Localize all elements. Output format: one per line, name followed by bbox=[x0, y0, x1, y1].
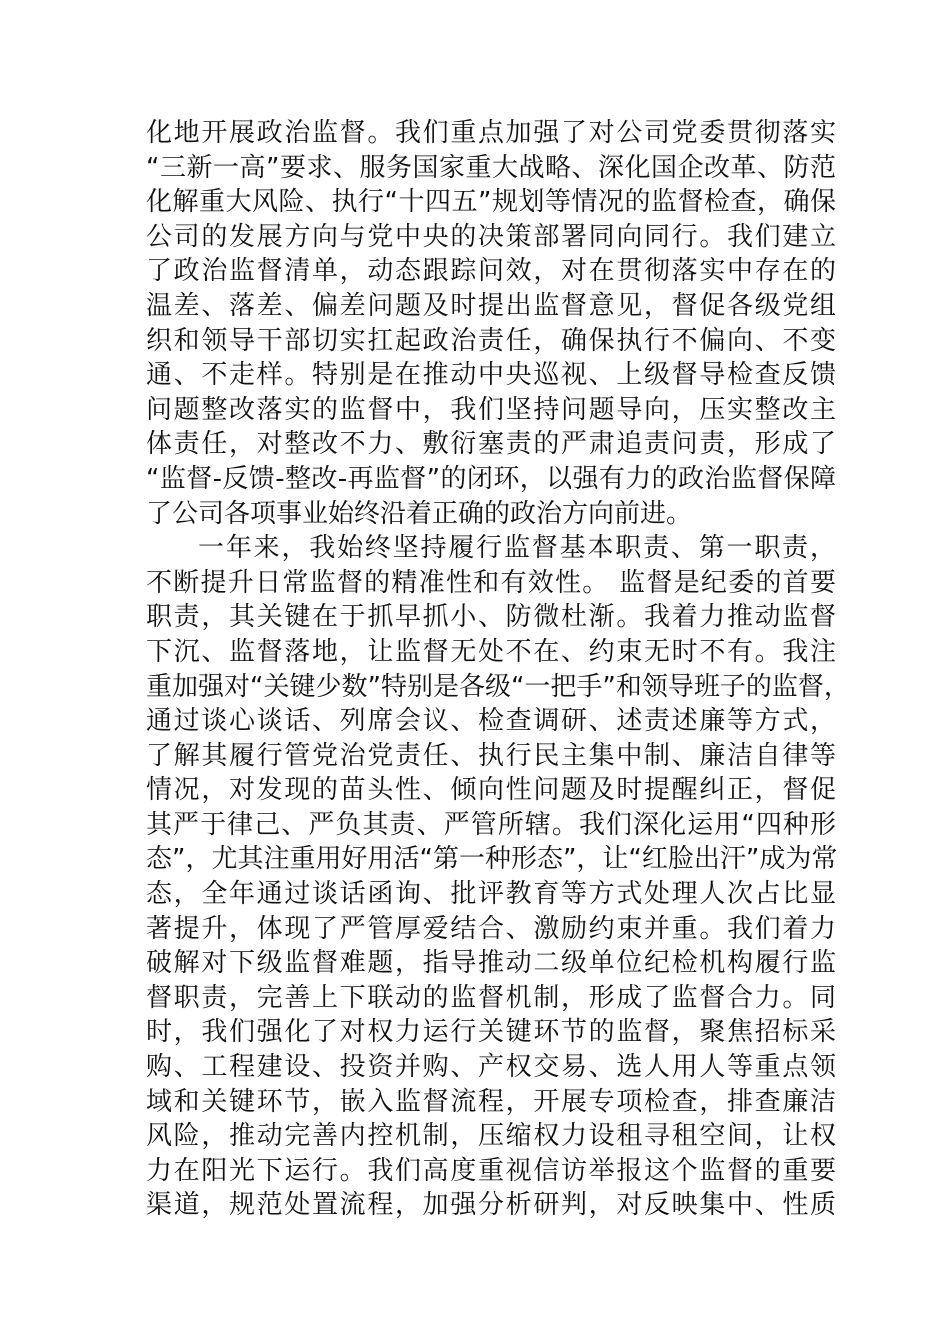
text-line: 体责任，对整改不力、敷衍塞责的严肃追责问责，形成了 bbox=[146, 429, 836, 460]
text-line: 了解其履行管党治党责任、执行民主集中制、廉洁自律等 bbox=[146, 740, 836, 771]
text-line: 化解重大风险、执行“十四五”规划等情况的监督检查，确保 bbox=[146, 187, 836, 218]
text-line: 下沉、监督落地，让监督无处不在、约束无时不有。我注 bbox=[146, 636, 836, 667]
text-line: “三新一高”要求、服务国家重大战略、深化国企改革、防范 bbox=[146, 152, 836, 183]
text-line: 购、工程建设、投资并购、产权交易、选人用人等重点领 bbox=[146, 1052, 836, 1083]
text-line: 督职责，完善上下联动的监督机制，形成了监督合力。同 bbox=[146, 982, 836, 1013]
text-line: 织和领导干部切实扛起政治责任，确保执行不偏向、不变 bbox=[146, 325, 836, 356]
text-line: 著提升，体现了严管厚爱结合、激励约束并重。我们着力 bbox=[146, 913, 836, 944]
text-line: 一年来，我始终坚持履行监督基本职责、第一职责， bbox=[198, 533, 836, 564]
text-line: 不断提升日常监督的精准性和有效性。 监督是纪委的首要 bbox=[146, 567, 836, 598]
text-line: 态，全年通过谈话函询、批评教育等方式处理人次占比显 bbox=[146, 879, 836, 910]
text-line: 重加强对“关键少数”特别是各级“一把手”和领导班子的监督， bbox=[146, 671, 850, 702]
text-line: 其严于律己、严负其责、严管所辖。我们深化运用“四种形 bbox=[146, 809, 836, 840]
text-line: 化地开展政治监督。我们重点加强了对公司党委贯彻落实 bbox=[146, 118, 836, 148]
text-line: 问题整改落实的监督中，我们坚持问题导向，压实整改主 bbox=[146, 394, 836, 425]
text-line: 时，我们强化了对权力运行关键环节的监督，聚焦招标采 bbox=[146, 1017, 836, 1048]
text-line: 破解对下级监督难题，指导推动二级单位纪检机构履行监 bbox=[146, 948, 836, 979]
text-line: 温差、落差、偏差问题及时提出监督意见，督促各级党组 bbox=[146, 290, 836, 321]
paragraph-1 bbox=[146, 116, 836, 531]
text-line: 了公司各项事业始终沿着正确的政治方向前进。 bbox=[146, 498, 693, 529]
text-line: 公司的发展方向与党中央的决策部署同向同行。我们建立 bbox=[146, 221, 836, 252]
body-text bbox=[146, 116, 850, 1223]
text-line: 通、不走样。特别是在推动中央巡视、上级督导检查反馈 bbox=[146, 360, 836, 391]
text-line: 职责，其关键在于抓早抓小、防微杜渐。我着力推动监督 bbox=[146, 602, 836, 633]
text-line: 渠道，规范处置流程，加强分析研判，对反映集中、性质 bbox=[146, 1190, 836, 1221]
paragraph-2 bbox=[146, 531, 850, 1223]
text-line: 态”，尤其注重用好用活“第一种形态”，让“红脸出汗”成为常 bbox=[146, 844, 838, 875]
text-line: 域和关键环节，嵌入监督流程，开展专项检查，排查廉洁 bbox=[146, 1086, 836, 1117]
text-line: 了政治监督清单，动态跟踪问效，对在贯彻落实中存在的 bbox=[146, 256, 836, 287]
text-line: “监督-反馈-整改-再监督”的闭环，以强有力的政治监督保障 bbox=[146, 463, 836, 494]
text-line: 情况，对发现的苗头性、倾向性问题及时提醒纠正，督促 bbox=[146, 775, 836, 806]
text-line: 通过谈心谈话、列席会议、检查调研、述责述廉等方式， bbox=[146, 706, 836, 737]
text-line: 风险，推动完善内控机制，压缩权力设租寻租空间，让权 bbox=[146, 1121, 836, 1152]
text-line: 力在阳光下运行。我们高度重视信访举报这个监督的重要 bbox=[146, 1155, 836, 1186]
